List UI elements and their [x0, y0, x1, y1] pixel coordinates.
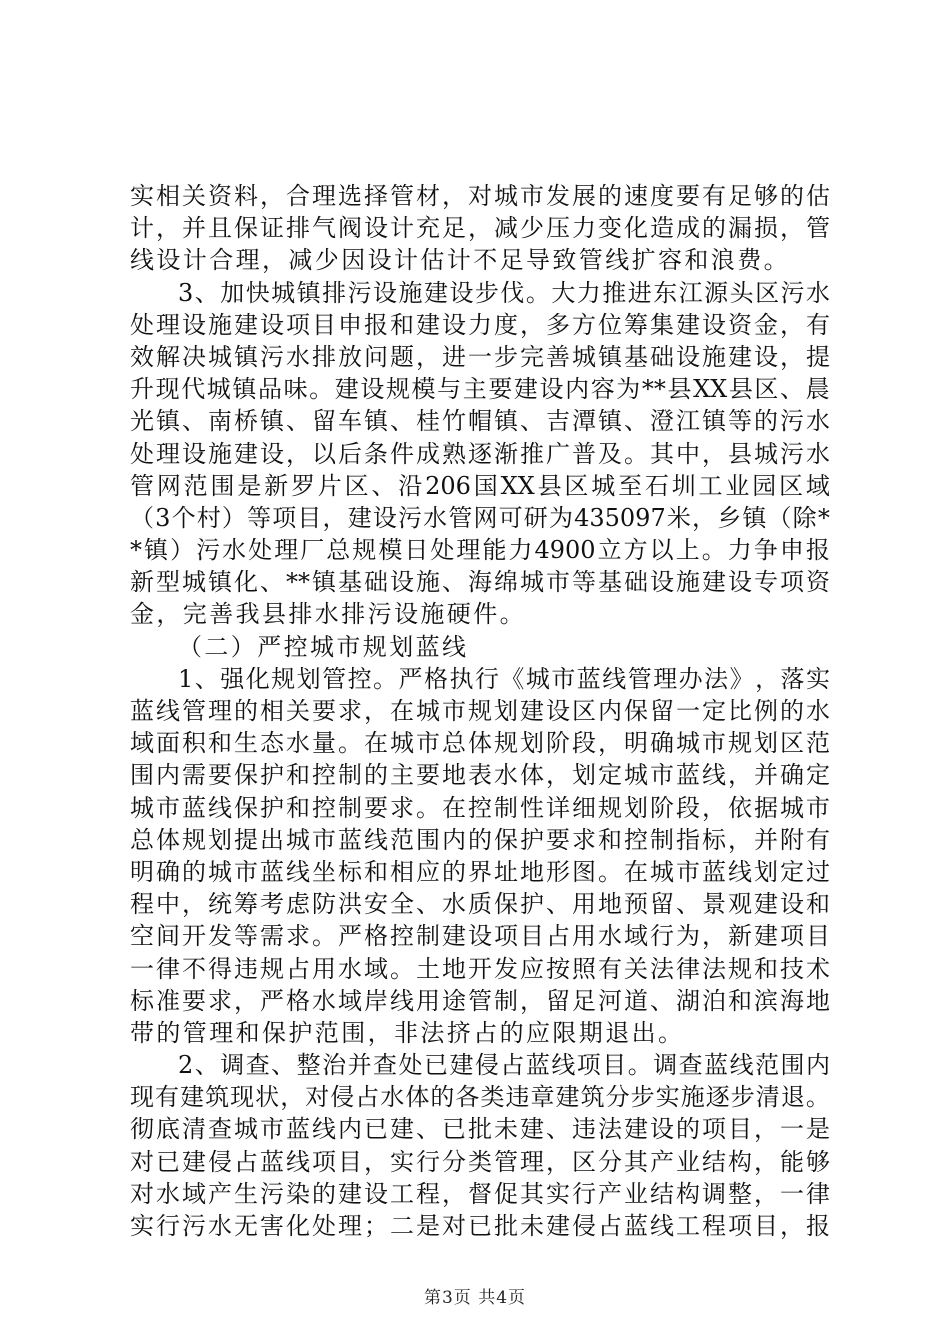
text-line: 对 已 建 侵 占 蓝 线 项 目 ， 实 行 分 类 管 理 ， 区 分 其 产 业 结 构 ， 能 够	[130, 1147, 830, 1176]
page-footer: 第3页 共4页	[423, 1288, 527, 1308]
text-line: 新 型 城 镇 化 、 ** 镇 基 础 设 施 、 海 绵 城 市 等 基 础 设 施 建 设 专 项 资	[130, 568, 830, 597]
text-line: （二）严控城市规划蓝线	[178, 632, 469, 661]
text-line: 光 镇 、 南 桥 镇 、 留 车 镇 、 桂 竹 帽 镇 、 吉 潭 镇 、 澄 江 镇 等 的 污 水	[130, 407, 830, 436]
text-line: 蓝 线 管 理 的 相 关 要 求 ， 在 城 市 规 划 建 设 区 内 保 留 一 定 比 例 的 水	[130, 697, 830, 725]
text-line: 1 、 强 化 规 划 管 控 。 严 格 执 行 《 城 市 蓝 线 管 理 办 法 》 ， 落 实	[178, 664, 830, 693]
text-line: （ 3 个 村 ） 等 项 目 ， 建 设 污 水 管 网 可 研 为 435097 米 ， 乡 镇 （ 除 *	[130, 503, 830, 532]
text-line: 带的管理和保护范围，非法挤占的应限期退出。	[130, 1018, 685, 1047]
text-line: 对 水 域 产 生 污 染 的 建 设 工 程 ， 督 促 其 实 行 产 业 结 构 调 整 ， 一 律	[130, 1179, 830, 1208]
text-line: 一 律 不 得 违 规 占 用 水 域 。 土 地 开 发 应 按 照 有 关 法 律 法 规 和 技 术	[130, 954, 830, 983]
text-line: 金，完善我县排水排污设施硬件。	[130, 600, 526, 629]
text-line: 3 、 加 快 城 镇 排 污 设 施 建 设 步 伐 。 大 力 推 进 东 江 源 头 区 污 水	[178, 278, 830, 307]
text-line: 2 、 调 查 、 整 治 并 查 处 已 建 侵 占 蓝 线 项 目 。 调 查 蓝 线 范 围 内	[178, 1051, 830, 1080]
text-line: 空 间 开 发 等 需 求 。 严 格 控 制 建 设 项 目 占 用 水 域 行 为 ， 新 建 项 目	[130, 922, 830, 951]
body-text	[130, 180, 830, 1242]
text-line: 实 行 污 水 无 害 化 处 理 ； 二 是 对 已 批 未 建 侵 占 蓝 线 工 程 项 目 ， 报	[130, 1212, 830, 1240]
text-line: 升 现 代 城 镇 品 味 。 建 设 规 模 与 主 要 建 设 内 容 为 ** 县 XX 县 区 、 晨	[130, 375, 830, 404]
text-line: 效 解 决 城 镇 污 水 排 放 问 题 ， 进 一 步 完 善 城 镇 基 础 设 施 建 设 ， 提	[130, 342, 830, 371]
text-line: 实 相 关 资 料 ， 合 理 选 择 管 材 ， 对 城 市 发 展 的 速 度 要 有 足 够 的 估	[130, 182, 830, 210]
text-line: 总 体 规 划 提 出 城 市 蓝 线 范 围 内 的 保 护 要 求 和 控 制 指 标 ， 并 附 有	[130, 825, 830, 854]
text-line: 处 理 设 施 建 设 ， 以 后 条 件 成 熟 逐 渐 推 广 普 及 。 其 中 ， 县 城 污 水	[130, 439, 830, 468]
text-line: 彻 底 清 查 城 市 蓝 线 内 已 建 、 已 批 未 建 、 违 法 建 设 的 项 目 ， 一 是	[130, 1115, 830, 1144]
text-line: 域 面 积 和 生 态 水 量 。 在 城 市 总 体 规 划 阶 段 ， 明 确 城 市 规 划 区 范	[130, 729, 830, 758]
text-line: 计 ， 并 且 保 证 排 气 阀 设 计 充 足 ， 减 少 压 力 变 化 造 成 的 漏 损 ， 管	[130, 214, 830, 243]
text-line: 线设计合理，减少因设计估计不足导致管线扩容和浪费。	[130, 246, 790, 275]
text-line: 处 理 设 施 建 设 项 目 申 报 和 建 设 力 度 ， 多 方 位 筹 集 建 设 资 金 ， 有	[130, 310, 830, 339]
text-line: * 镇 ） 污 水 处 理 厂 总 规 模 日 处 理 能 力 4900 立 方 以 上 。 力 争 申 报	[130, 536, 830, 565]
text-line: 管 网 范 围 是 新 罗 片 区 、 沿 206 国 XX 县 区 城 至 石 圳 工 业 园 区 域	[130, 471, 830, 500]
text-line: 现 有 建 筑 现 状 ， 对 侵 占 水 体 的 各 类 违 章 建 筑 分 步 实 施 逐 步 清 退 。	[130, 1083, 830, 1112]
text-line: 标 准 要 求 ， 严 格 水 域 岸 线 用 途 管 制 ， 留 足 河 道 、 湖 泊 和 滨 海 地	[130, 986, 830, 1015]
text-line: 明 确 的 城 市 蓝 线 坐 标 和 相 应 的 界 址 地 形 图 。 在 城 市 蓝 线 划 定 过	[130, 857, 830, 886]
text-line: 程 中 ， 统 筹 考 虑 防 洪 安 全 、 水 质 保 护 、 用 地 预 留 、 景 观 建 设 和	[130, 890, 830, 919]
text-line: 围 内 需 要 保 护 和 控 制 的 主 要 地 表 水 体 ， 划 定 城 市 蓝 线 ， 并 确 定	[130, 761, 830, 790]
text-line: 城 市 蓝 线 保 护 和 控 制 要 求 。 在 控 制 性 详 细 规 划 阶 段 ， 依 据 城 市	[130, 793, 830, 822]
